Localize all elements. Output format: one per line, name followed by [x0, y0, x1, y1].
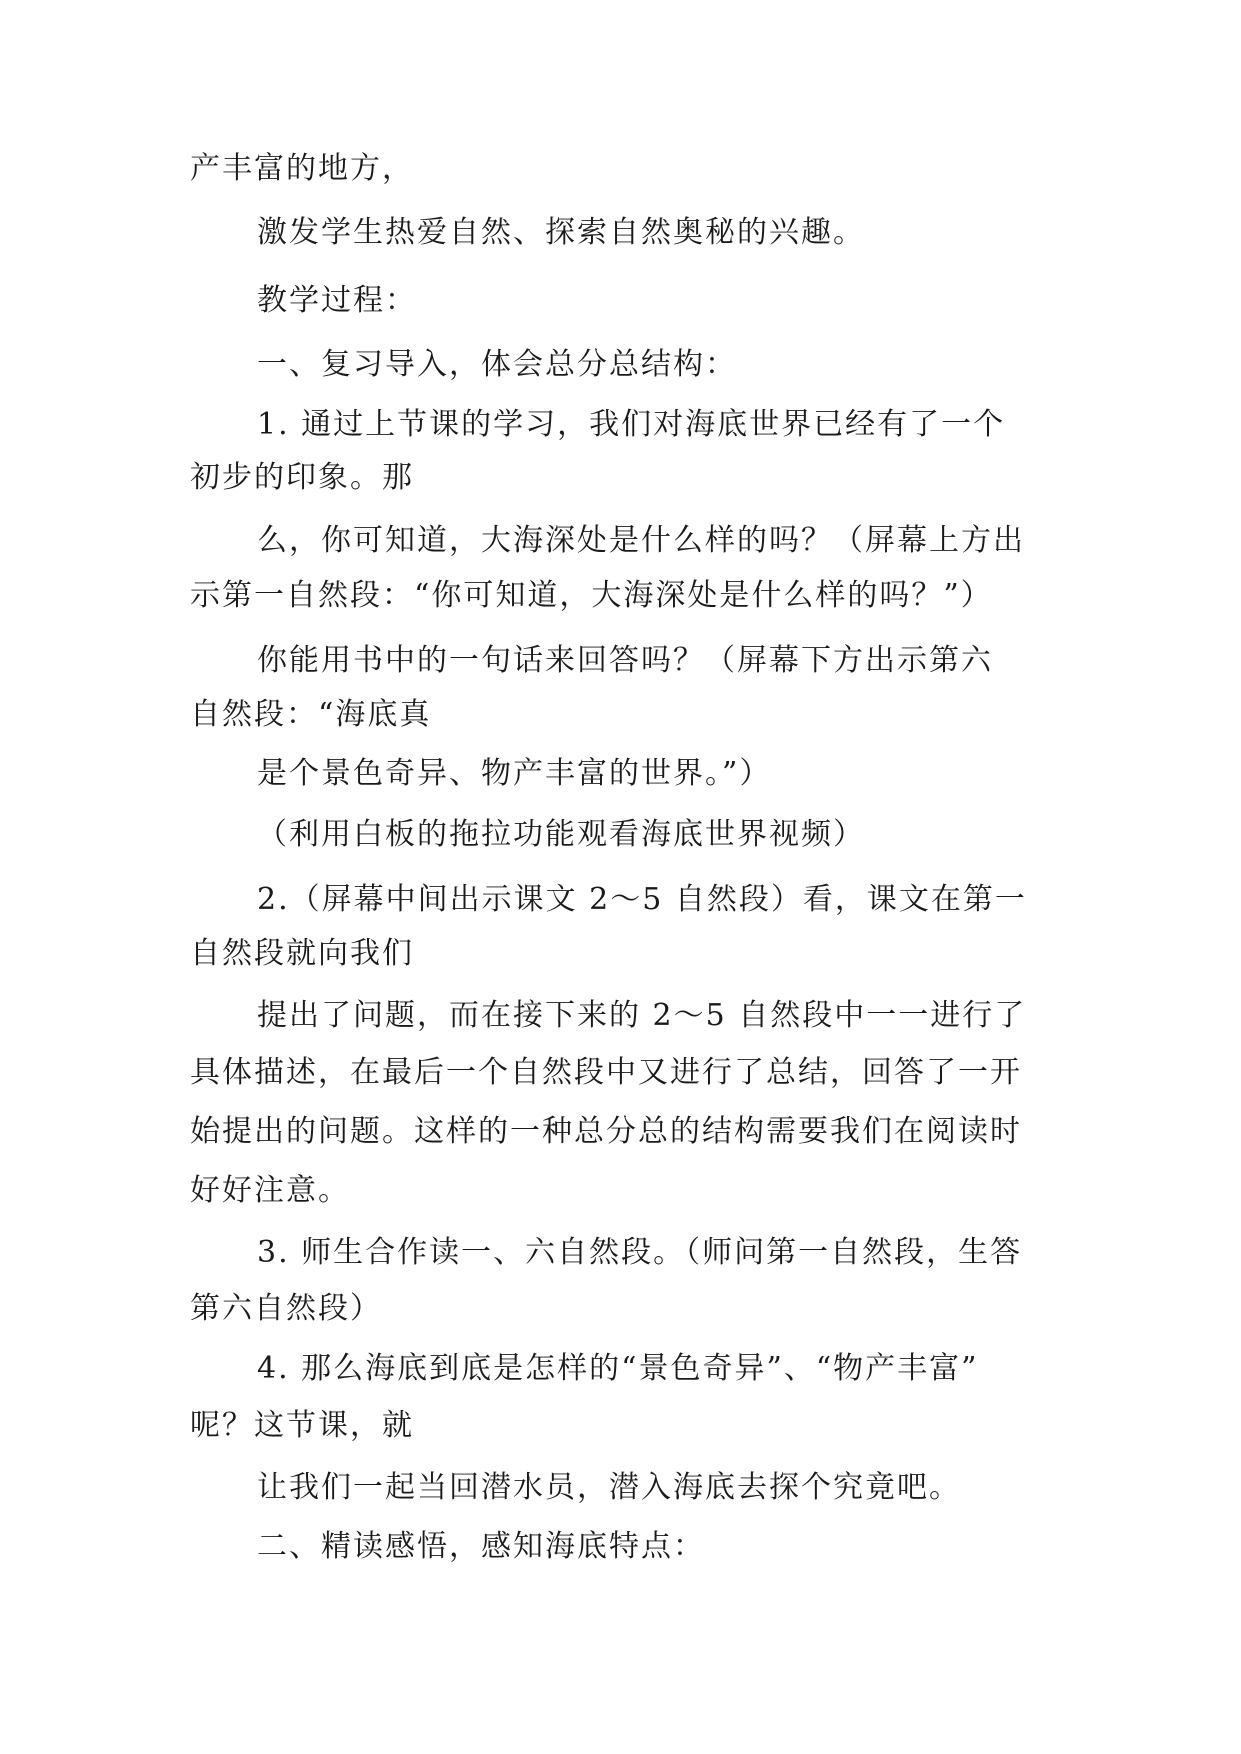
text-line-15: 提出了问题，而在接下来的 2～5 自然段中一一进行了: [257, 998, 1027, 1033]
text-line-16: 具体描述，在最后一个自然段中又进行了总结，回答了一开: [190, 1055, 1022, 1090]
section-heading-teaching-process: 教学过程：: [257, 283, 417, 318]
text-line-2: 激发学生热爱自然、探索自然奥秘的兴趣。: [257, 215, 865, 250]
text-line-14: 自然段就向我们: [190, 936, 414, 971]
section-heading-2: 二、精读感悟，感知海底特点：: [257, 1529, 705, 1564]
text-line-13: 2.（屏幕中间出示课文 2～5 自然段）看，课文在第一: [257, 882, 1027, 917]
text-line-9: 你能用书中的一句话来回答吗？（屏幕下方出示第六: [257, 643, 993, 678]
text-line-5: 1. 通过上节课的学习，我们对海底世界已经有了一个: [257, 407, 1006, 442]
text-line-8: 示第一自然段：“你可知道，大海深处是什么样的吗？”）: [190, 578, 993, 613]
section-heading-1: 一、复习导入，体会总分总结构：: [257, 347, 737, 382]
text-line-22: 呢？这节课，就: [190, 1408, 414, 1443]
text-line-10: 自然段：“海底真: [190, 697, 432, 732]
text-line-19: 3. 师生合作读一、六自然段。（师问第一自然段，生答: [257, 1235, 1023, 1270]
text-line-23: 让我们一起当回潜水员，潜入海底去探个究竟吧。: [257, 1470, 961, 1505]
text-line-18: 好好注意。: [190, 1173, 350, 1208]
text-line-1: 产丰富的地方，: [190, 151, 414, 186]
text-line-12: （利用白板的拖拉功能观看海底世界视频）: [257, 817, 865, 852]
text-line-7: 么，你可知道，大海深处是什么样的吗？（屏幕上方出: [257, 523, 1025, 558]
text-line-20: 第六自然段）: [190, 1291, 382, 1326]
text-line-17: 始提出的问题。这样的一种总分总的结构需要我们在阅读时: [190, 1114, 1022, 1149]
text-line-11: 是个景色奇异、物产丰富的世界。”）: [257, 756, 772, 791]
text-line-6: 初步的印象。那: [190, 460, 414, 495]
text-line-21: 4. 那么海底到底是怎样的“景色奇异”、“物产丰富”: [257, 1351, 979, 1386]
